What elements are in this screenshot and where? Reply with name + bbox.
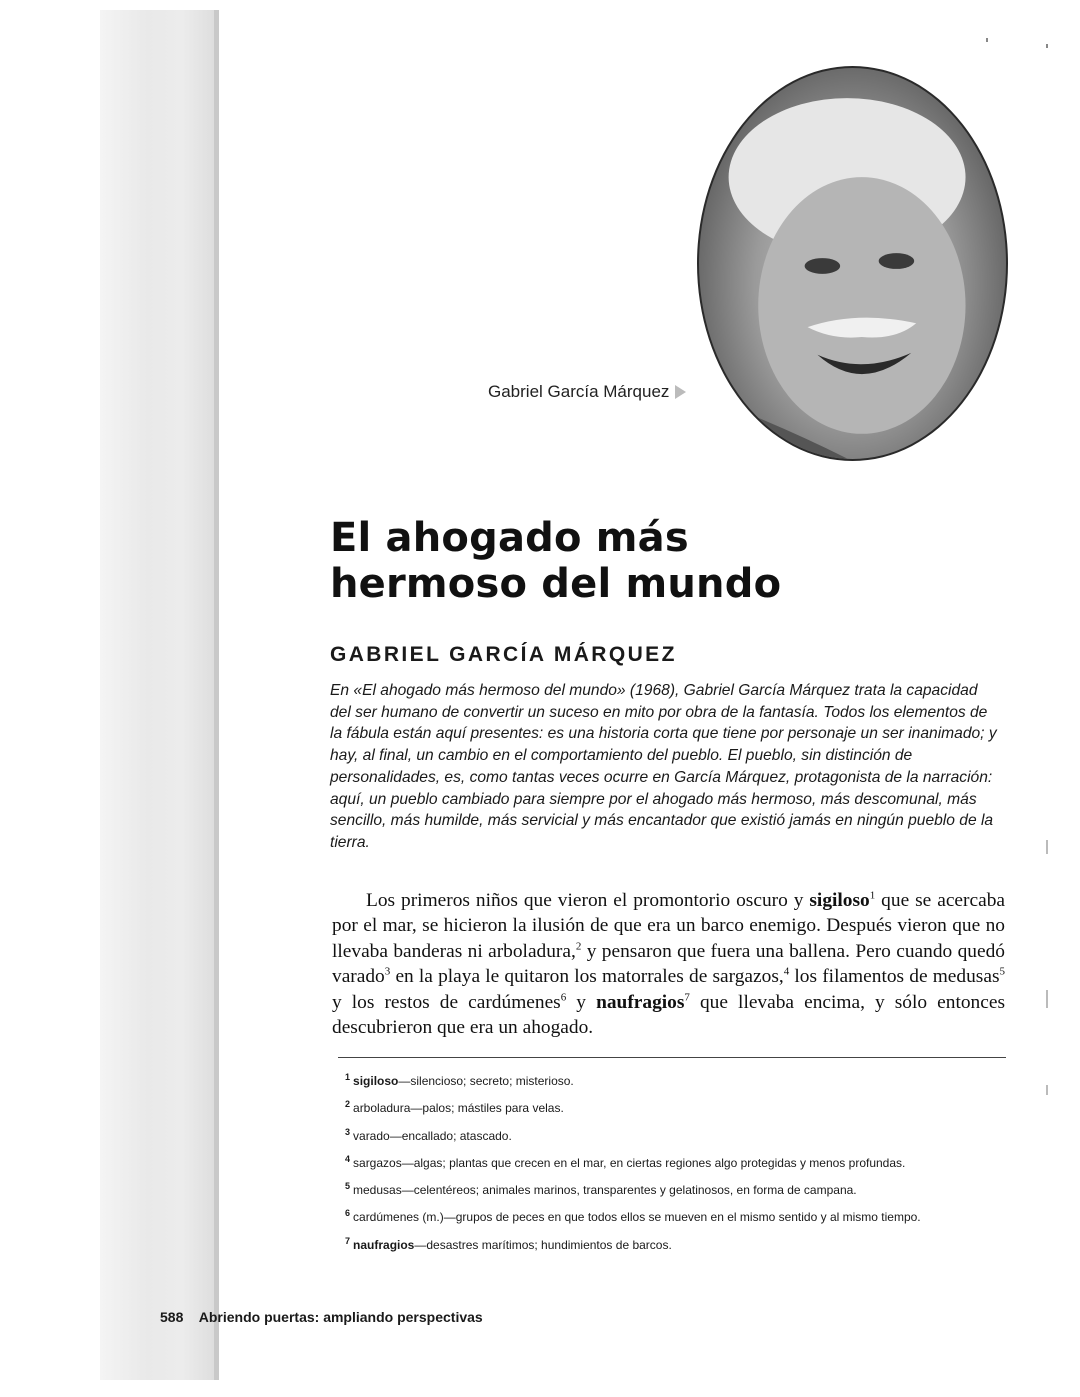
section-title: Abriendo puertas: ampliando perspectivas: [198, 1309, 483, 1325]
glossed-word-naufragios: naufragios: [596, 991, 685, 1013]
footnote-definition: —grupos de peces en que todos ellos se mueven en el mismo sentido y al mismo tiempo.: [443, 1210, 921, 1225]
footnote-definition: —algas; plantas que crecen en el mar, en ciertas regiones algo protegidas y menos profundas.: [401, 1155, 906, 1170]
footnote-definition: —silencioso; secreto; misterioso.: [398, 1074, 574, 1088]
footnote-number: 3: [345, 1126, 351, 1137]
binding-shadow: [100, 10, 218, 1380]
title-line-2: hermoso del mundo: [330, 561, 782, 607]
footnote-ref: 6: [560, 991, 567, 1004]
footnote-term: sigiloso: [353, 1074, 399, 1088]
author-portrait: [697, 66, 1008, 461]
footnote-item: [345, 1230, 1005, 1257]
intro-paragraph: En «El ahogado más hermoso del mundo» (1968), Gabriel García Márquez trata la capacidad del ser humano de convertir un suceso en mito por obra de la fantasía. Todos los elementos de la fábula están aquí presentes: es una historia corta que tiene por personaje un ser inanimado; y hay, al final, un cambio en el comportamiento del pueblo. El pueblo, sin distinción de personalidades, es, como tantas veces ocurre en García Márquez, protagonista de la narración: aquí, un pueblo cambiado para siempre por el ahogado más hermoso, más descomunal, más sencillo, más humilde, más servicial y más encantador que existió jamás en ningún pueblo de la tierra.: [330, 682, 997, 851]
footnote-term: varado: [353, 1128, 390, 1143]
story-title: [330, 515, 781, 607]
footnote-definition: —palos; mástiles para velas.: [410, 1101, 564, 1116]
footnote-item: [345, 1121, 1005, 1148]
scan-speck: [1046, 840, 1048, 854]
scan-speck: [1046, 990, 1048, 1008]
portrait-face: [758, 177, 965, 434]
footnotes-list: [345, 1066, 1005, 1257]
caption-arrow-icon: [675, 385, 686, 399]
footnote-number: 7: [345, 1235, 351, 1246]
scan-speck: [986, 38, 988, 42]
body-text-segment: Los primeros niños que vieron el promontorio oscuro y: [366, 890, 810, 911]
footnote-term: naufragios: [353, 1237, 415, 1252]
footnote-number: 2: [345, 1099, 351, 1110]
body-text-segment: en la playa le quitaron los matorrales de sargazos,: [390, 966, 784, 988]
body-text-segment: y pensaron que fuera una ballena. Pero cuando quedó varado: [332, 940, 1005, 988]
portrait-eye-right: [879, 253, 915, 269]
glossed-word-sigiloso: sigiloso: [809, 890, 870, 911]
footnote-ref: 5: [999, 965, 1005, 978]
footnote-number: 6: [345, 1208, 351, 1219]
footnote-item: [345, 1066, 1005, 1093]
footnote-number: 4: [345, 1153, 351, 1164]
footnote-item: [345, 1175, 1005, 1202]
story-opening-paragraph: [332, 888, 1005, 1040]
footnote-definition: —encallado; atascado.: [389, 1128, 512, 1143]
footnote-item: [345, 1202, 1005, 1229]
caption-text: Gabriel García Márquez: [488, 382, 670, 401]
footnote-term: sargazos: [353, 1155, 402, 1170]
footnote-ref: 2: [575, 940, 582, 953]
portrait-illustration: [699, 68, 1006, 459]
portrait-eye-left: [805, 258, 841, 274]
footnote-ref: 7: [684, 991, 690, 1004]
footnote-ref: 3: [384, 965, 391, 978]
footnote-term: arboladura: [353, 1101, 411, 1116]
scan-speck: [1046, 1085, 1048, 1095]
body-text-segment: y: [566, 991, 597, 1013]
footnote-ref: 1: [869, 889, 876, 902]
footnote-definition: —celentéreos; animales marinos, transparentes y gelatinosos, en forma de campana.: [401, 1183, 857, 1198]
footnote-term: medusas: [353, 1183, 402, 1198]
binding-edge: [214, 10, 219, 1380]
photo-caption: [488, 382, 686, 402]
body-text-segment: los filamentos de medusas: [789, 966, 1000, 988]
page-footer: [160, 1309, 483, 1325]
footnote-number: 5: [345, 1181, 351, 1192]
footnote-ref: 4: [783, 965, 790, 978]
author-heading: GABRIEL GARCÍA MÁRQUEZ: [330, 643, 677, 666]
page-number: 588: [160, 1309, 184, 1325]
footnote-term: cardúmenes (m.): [353, 1210, 444, 1225]
footnote-number: 1: [345, 1072, 351, 1082]
body-text-segment: que se acercaba por el mar, se hicieron la ilusión de que era un barco enemigo. Después vieron que no llevaba banderas ni arboladura,: [332, 890, 1006, 962]
body-text-segment: y los restos de cardúmenes: [332, 991, 561, 1013]
title-line-1: El ahogado más: [330, 515, 689, 561]
body-text-segment: que llevaba encima, y sólo entonces descubrieron que era un ahogado.: [332, 991, 1005, 1039]
footnote-item: [345, 1093, 1005, 1120]
footnote-item: [345, 1148, 1005, 1175]
footnote-divider: [338, 1057, 1006, 1058]
scan-speck: [1046, 44, 1048, 48]
footnote-definition: —desastres marítimos; hundimientos de barcos.: [414, 1237, 672, 1252]
